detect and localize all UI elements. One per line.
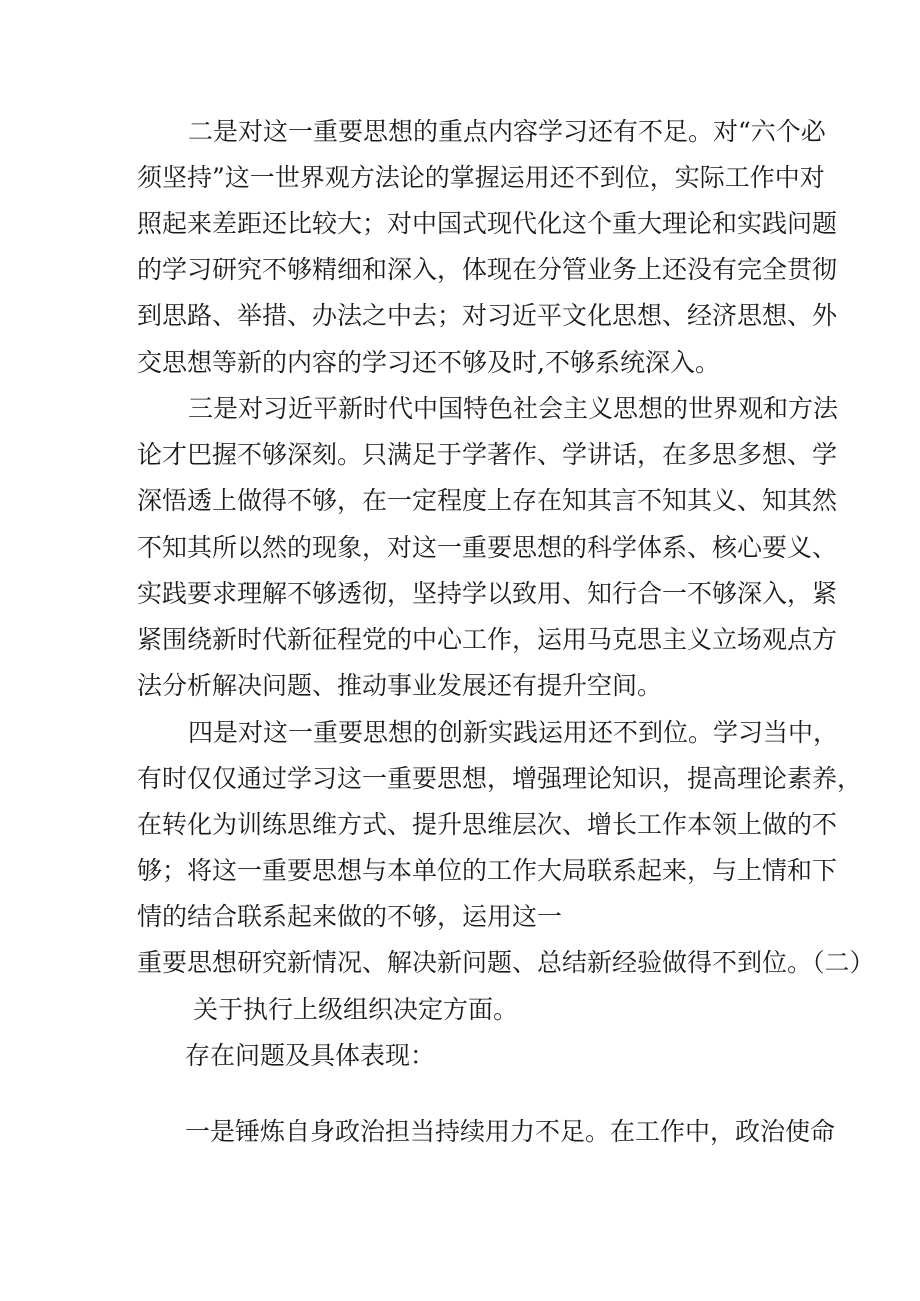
paragraph-1-line-1: 二是对这一重要思想的重点内容学习还有不足。对“六个必: [188, 117, 826, 146]
paragraph-2-line-7: 法分析解决问题、推动事业发展还有提升空间。: [137, 671, 663, 700]
paragraph-1-line-4: 的学习研究不够精细和深入，体现在分管业务上还没有完全贯彻: [137, 255, 838, 284]
paragraph-2-line-2: 论才巴握不够深刻。只满足于学著作、学讲话，在多思多想、学: [137, 440, 838, 469]
paragraph-3-line-3: 在转化为训练思维方式、提升思维层次、增长工作本领上做的不: [137, 810, 838, 839]
paragraph-3-line-1: 四是对这一重要思想的创新实践运用还不到位。学习当中，: [188, 718, 839, 747]
paragraph-1-line-5: 到思路、举措、办法之中去；对习近平文化思想、经济思想、外: [137, 301, 838, 330]
paragraph-4-line-1: 一是锤炼自身政治担当持续用力不足。在工作中，政治使命: [185, 1117, 836, 1146]
paragraph-3-line-4: 够；将这一重要思想与本单位的工作大局联系起来，与上情和下: [137, 856, 838, 885]
problems-label: 存在问题及具体表现：: [185, 1041, 436, 1070]
paragraph-1-line-2: 须坚持”这一世界观方法论的掌握运用还不到位，实际工作中对: [137, 163, 825, 192]
paragraph-3-line-5: 情的结合联系起来做的不够，运用这一: [137, 902, 563, 931]
paragraph-1-line-3: 照起来差距还比较大；对中国式现代化这个重大理论和实践问题: [137, 209, 838, 238]
paragraph-2-line-6: 紧围绕新时代新征程党的中心工作，运用马克思主义立场观点方: [137, 625, 838, 654]
paragraph-2-line-5: 实践要求理解不够透彻，坚持学以致用、知行合一不够深入，紧: [137, 579, 838, 608]
paragraph-2-line-4: 不知其所以然的现象，对这一重要思想的科学体系、核心要义、: [137, 533, 838, 562]
paragraph-2-line-1: 三是对习近平新时代中国特色社会主义思想的世界观和方法: [188, 394, 839, 423]
paragraph-3-line-6: 重要思想研究新情况、解决新问题、总结新经验做得不到位。（二）: [137, 948, 875, 977]
section-heading: 关于执行上级组织决定方面。: [193, 995, 519, 1024]
paragraph-3-line-2: 有时仅仅通过学习这一重要思想，增强理论知识，提高理论素养，: [137, 764, 863, 793]
paragraph-2-line-3: 深悟透上做得不够，在一定程度上存在知其言不知其义、知其然: [137, 486, 838, 515]
paragraph-1-line-6: 交思想等新的内容的学习还不够及时,不够系统深入。: [137, 348, 720, 377]
